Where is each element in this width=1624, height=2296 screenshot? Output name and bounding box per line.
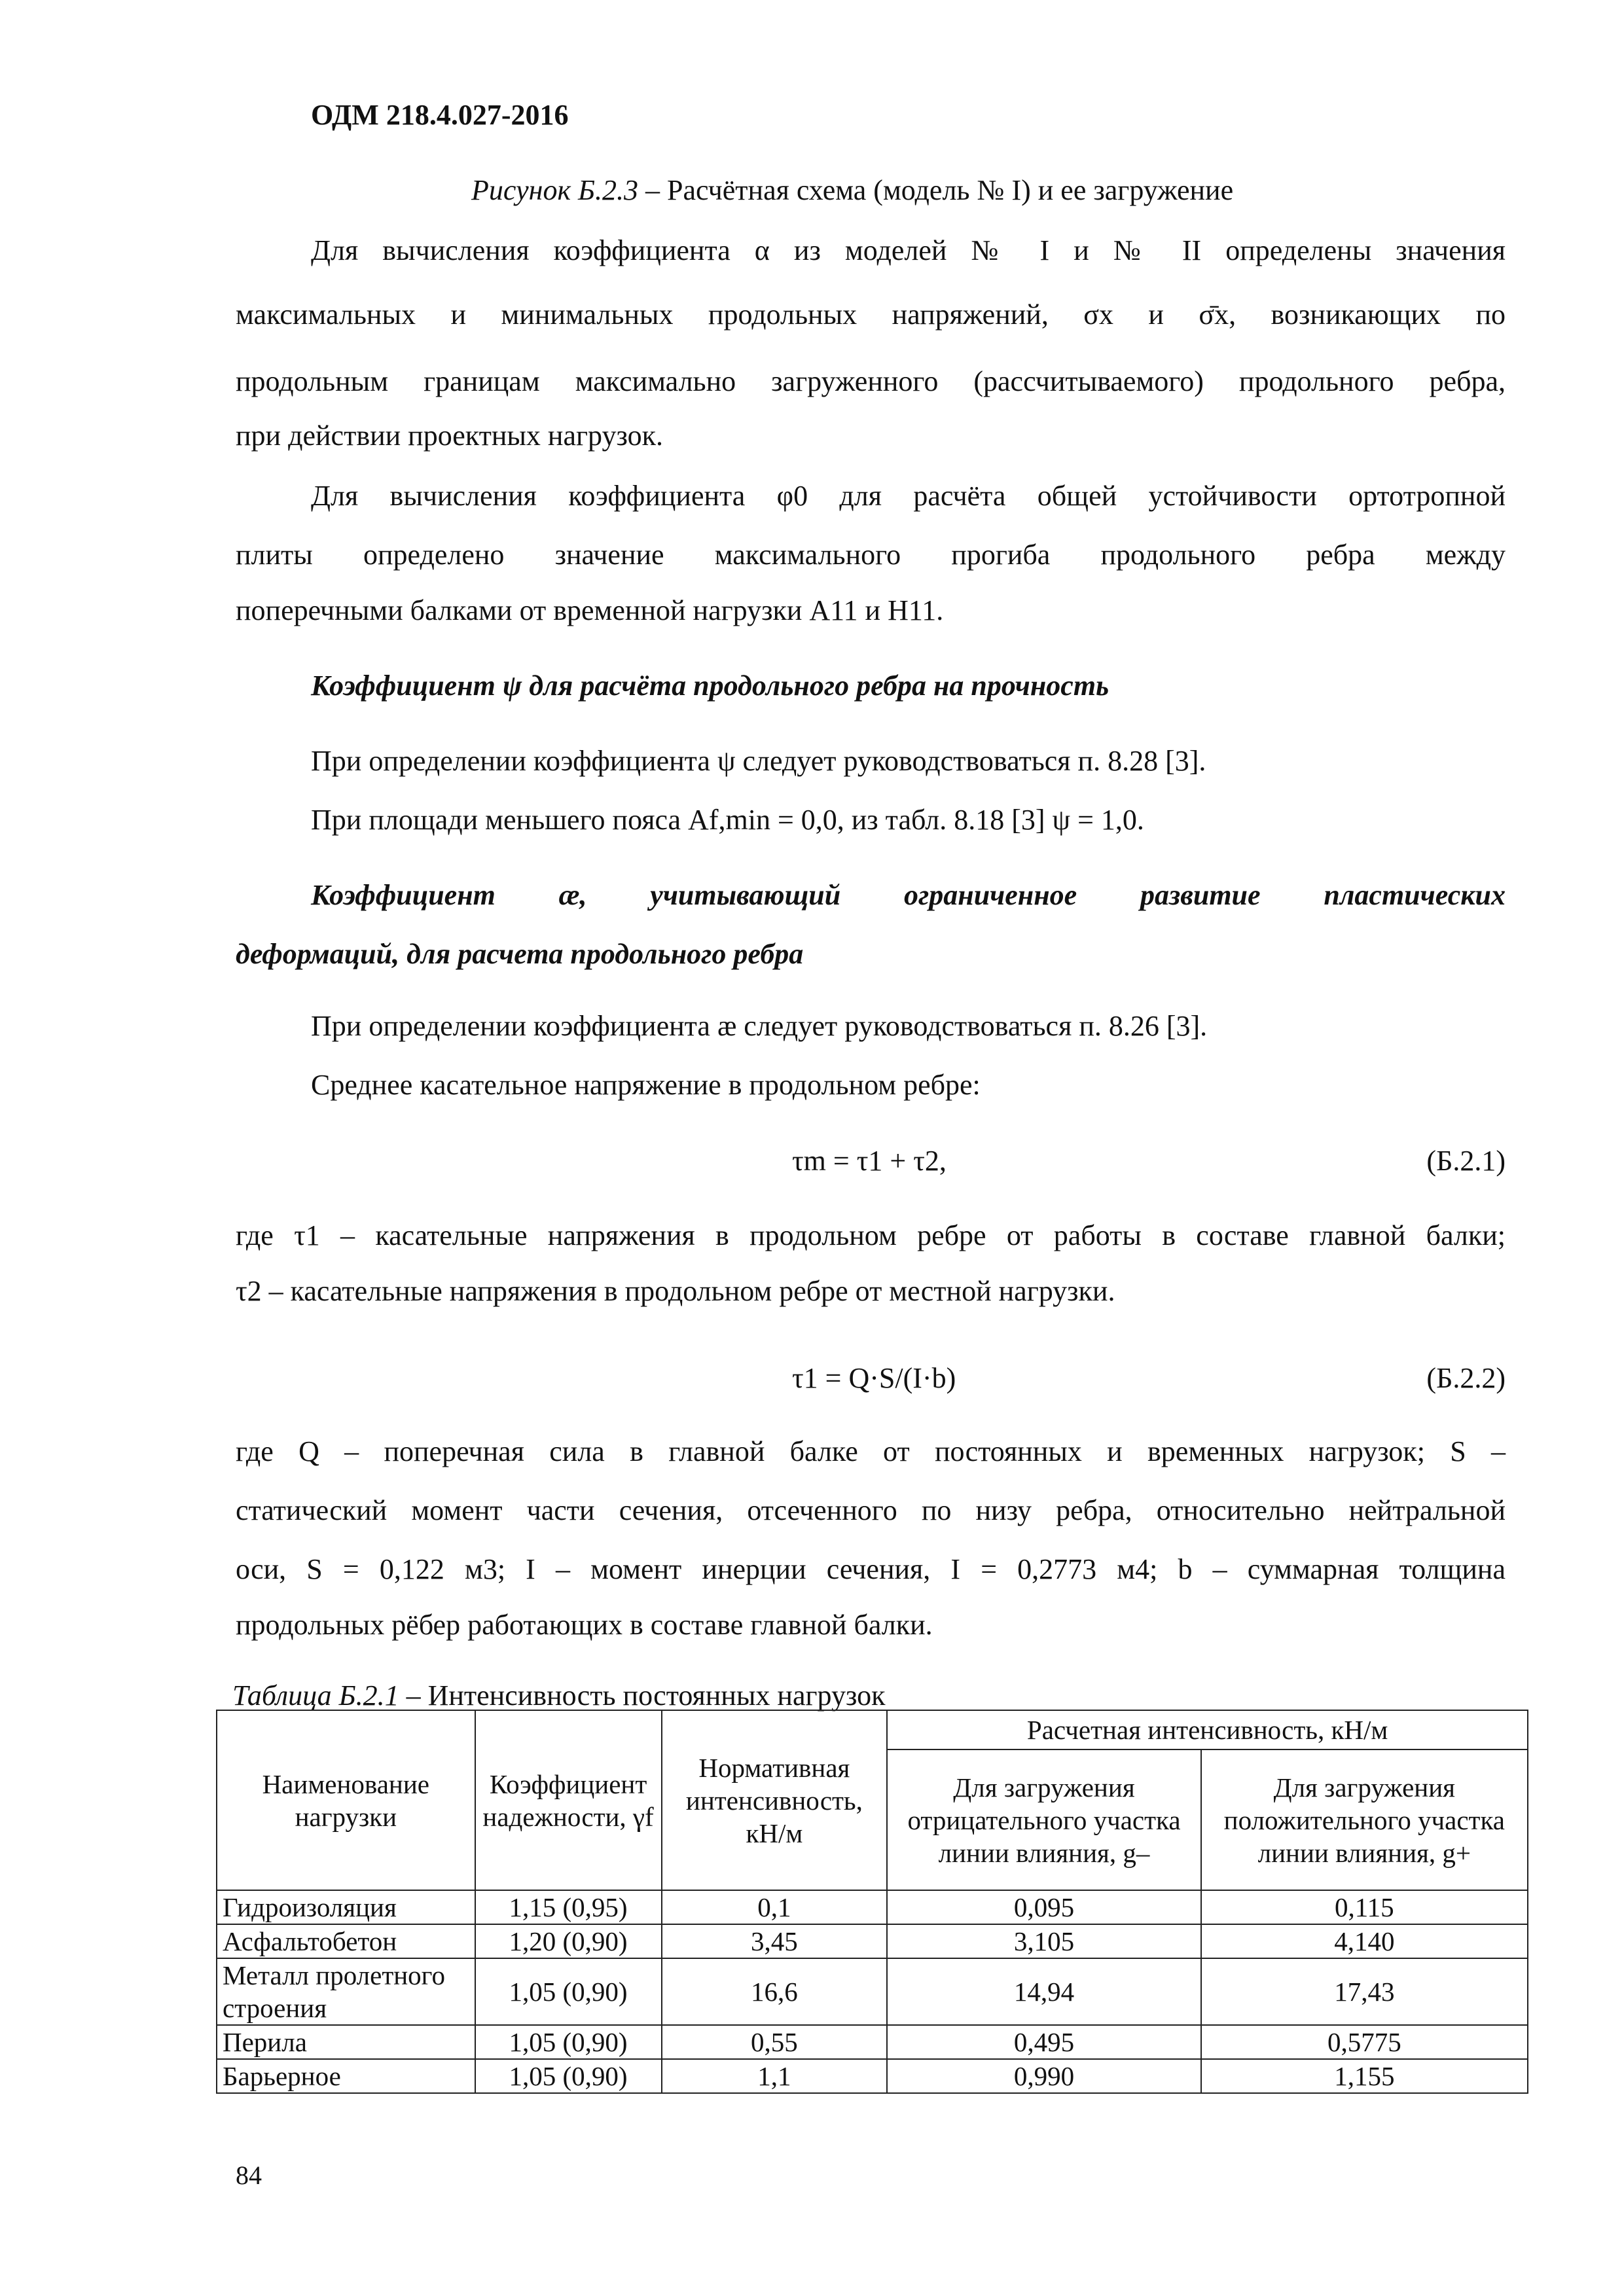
cell-reliability-coef: 1,15 (0,95): [475, 1890, 662, 1924]
cell-reliability-coef: 1,05 (0,90): [475, 2025, 662, 2059]
paragraph-line: τ2 – касательные напряжения в продольном ребре от местной нагрузки.: [236, 1275, 1115, 1307]
formula-2: τ1 = Q·S/(I·b): [792, 1362, 956, 1394]
document-code: ОДМ 218.4.027-2016: [311, 99, 569, 131]
figure-caption-text: – Расчётная схема (модель № I) и ее загружение: [638, 174, 1234, 206]
cell-negative-intensity: 0,095: [887, 1890, 1200, 1924]
paragraph-line: Для вычисления коэффициента α из моделей № I и № II определены значения: [311, 234, 1506, 266]
table-row: [217, 1924, 1528, 1958]
loads-table: [216, 1710, 1528, 2094]
paragraph-line: Для вычисления коэффициента φ0 для расчёта общей устойчивости ортотропной: [311, 480, 1506, 512]
paragraph-line: При площади меньшего пояса Af,min = 0,0, из табл. 8.18 [3] ψ = 1,0.: [311, 804, 1144, 836]
paragraph-line: продольных рёбер работающих в составе главной балки.: [236, 1609, 933, 1641]
cell-load-name: Перила: [217, 2025, 475, 2059]
cell-reliability-coef: 1,20 (0,90): [475, 1924, 662, 1958]
table-row: [217, 2025, 1528, 2059]
paragraph-line: При определении коэффициента ψ следует руководствоваться п. 8.28 [3].: [311, 745, 1206, 777]
paragraph-line: статический момент части сечения, отсеченного по низу ребра, относительно нейтральной: [236, 1494, 1506, 1526]
cell-positive-intensity: 0,115: [1201, 1890, 1528, 1924]
cell-normative-intensity: 1,1: [662, 2059, 888, 2093]
paragraph-line: поперечными балками от временной нагрузки А11 и Н11.: [236, 594, 944, 626]
cell-normative-intensity: 16,6: [662, 1958, 888, 2025]
paragraph-line: Среднее касательное напряжение в продольном ребре:: [311, 1069, 981, 1101]
cell-normative-intensity: 0,1: [662, 1890, 888, 1924]
table-row: [217, 2059, 1528, 2093]
cell-positive-intensity: 1,155: [1201, 2059, 1528, 2093]
cell-normative-intensity: 0,55: [662, 2025, 888, 2059]
paragraph-line: оси, S = 0,122 м3; I – момент инерции сечения, I = 0,2773 м4; b – суммарная толщина: [236, 1553, 1506, 1585]
header-normative-intensity: Нормативная интенсивность, кН/м: [662, 1710, 888, 1890]
header-calculated-intensity: Расчетная интенсивность, кН/м: [887, 1710, 1528, 1749]
section-heading: Коэффициент æ, учитывающий ограниченное развитие пластических: [311, 879, 1506, 911]
cell-normative-intensity: 3,45: [662, 1924, 888, 1958]
formula-1-number: (Б.2.1): [1426, 1145, 1506, 1177]
paragraph-line: При определении коэффициента æ следует руководствоваться п. 8.26 [3].: [311, 1010, 1208, 1042]
header-load-name: Наименование нагрузки: [217, 1710, 475, 1890]
header-reliability-coef: Коэффициент надежности, γf: [475, 1710, 662, 1890]
page-number: 84: [236, 2161, 262, 2190]
cell-positive-intensity: 0,5775: [1201, 2025, 1528, 2059]
table-row: [217, 1890, 1528, 1924]
formula-2-number: (Б.2.2): [1426, 1362, 1506, 1394]
cell-negative-intensity: 0,990: [887, 2059, 1200, 2093]
table-caption-text: – Интенсивность постоянных нагрузок: [399, 1679, 886, 1712]
paragraph-line: где τ1 – касательные напряжения в продольном ребре от работы в составе главной балки;: [236, 1219, 1506, 1251]
section-heading: Коэффициент ψ для расчёта продольного ребра на прочность: [311, 670, 1110, 702]
cell-positive-intensity: 17,43: [1201, 1958, 1528, 2025]
cell-negative-intensity: 3,105: [887, 1924, 1200, 1958]
table-row: [217, 1958, 1528, 2025]
header-positive-loading: Для загружения положительного участка линии влияния, g+: [1201, 1749, 1528, 1890]
table-caption: [232, 1679, 885, 1712]
paragraph-line: максимальных и минимальных продольных напряжений, σx и σ̄x, возникающих по: [236, 298, 1506, 331]
figure-caption-label: Рисунок Б.2.3: [471, 174, 638, 206]
section-heading: деформаций, для расчета продольного ребра: [236, 938, 804, 970]
cell-load-name: Гидроизоляция: [217, 1890, 475, 1924]
header-negative-loading: Для загружения отрицательного участка линии влияния, g–: [887, 1749, 1200, 1890]
figure-caption: [471, 173, 1233, 207]
formula-1: τm = τ1 + τ2,: [792, 1145, 947, 1177]
cell-load-name: Металл пролетного строения: [217, 1958, 475, 2025]
cell-negative-intensity: 0,495: [887, 2025, 1200, 2059]
paragraph-line: продольным границам максимально загруженного (рассчитываемого) продольного ребра,: [236, 365, 1506, 397]
cell-positive-intensity: 4,140: [1201, 1924, 1528, 1958]
table-caption-label: Таблица Б.2.1: [232, 1679, 399, 1712]
cell-negative-intensity: 14,94: [887, 1958, 1200, 2025]
cell-reliability-coef: 1,05 (0,90): [475, 1958, 662, 2025]
paragraph-line: где Q – поперечная сила в главной балке от постоянных и временных нагрузок; S –: [236, 1435, 1506, 1467]
paragraph-line: плиты определено значение максимального прогиба продольного ребра между: [236, 539, 1506, 571]
cell-reliability-coef: 1,05 (0,90): [475, 2059, 662, 2093]
cell-load-name: Барьерное: [217, 2059, 475, 2093]
cell-load-name: Асфальтобетон: [217, 1924, 475, 1958]
paragraph-line: при действии проектных нагрузок.: [236, 420, 663, 452]
